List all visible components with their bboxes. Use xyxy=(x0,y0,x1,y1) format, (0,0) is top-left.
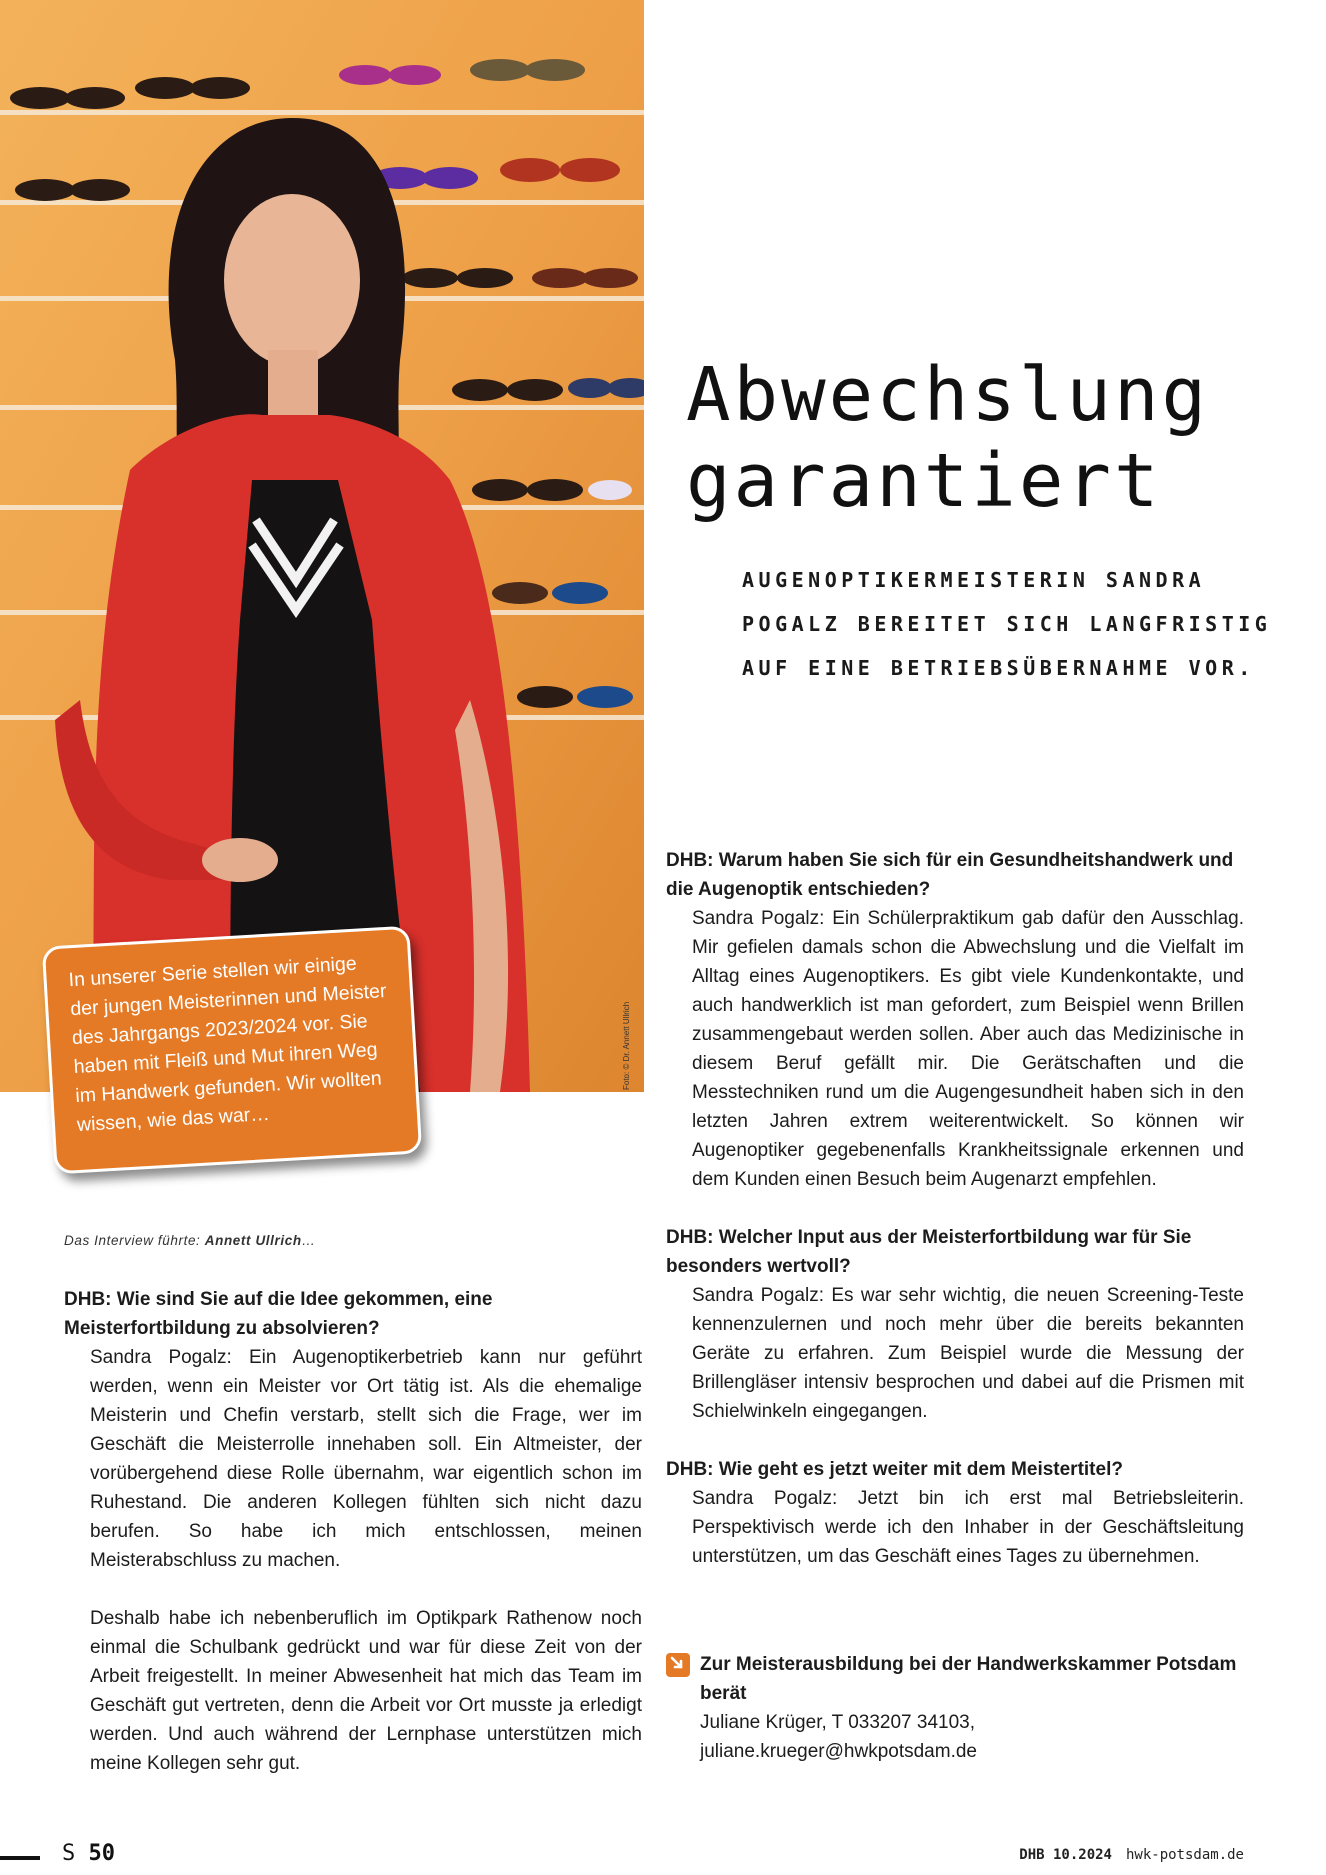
portrait-photo xyxy=(0,0,644,1092)
footer-rule xyxy=(0,1856,40,1860)
article-subtitle: AUGENOPTIKERMEISTERIN SANDRA POGALZ BEREITET SICH LANGFRISTIG AUF EINE BETRIEBSÜBERNAHME VOR. xyxy=(742,568,1272,680)
left-column xyxy=(64,1226,642,1807)
question-1: DHB: Wie sind Sie auf die Idee gekommen, eine Meisterfortbildung zu absolvieren? xyxy=(64,1289,493,1339)
footer-right xyxy=(1019,1847,1244,1863)
page-number xyxy=(62,1841,115,1866)
series-intro-text: In unserer Serie stellen wir einige der jungen Meisterinnen und Meister des Jahrgangs 2023/2024 vor. Sie haben mit Fleiß und Mut ihren Weg im Handwerk gefunden. Wir wollten wissen, wie das war… xyxy=(68,952,388,1137)
series-intro-box xyxy=(42,926,423,1175)
page-prefix: S xyxy=(62,1841,76,1866)
interview-credit-suffix: … xyxy=(301,1233,316,1248)
contact-email[interactable]: juliane.krueger@hwkpotsdam.de xyxy=(700,1741,977,1762)
issue-label: DHB 10.2024 xyxy=(1019,1847,1112,1863)
interview-credit-prefix: Das Interview führte: xyxy=(64,1233,205,1248)
contact-block xyxy=(666,1650,1266,1766)
title-line-1: Abwechslung xyxy=(686,352,1210,438)
arrow-icon xyxy=(666,1653,690,1677)
answer-3: Sandra Pogalz: Es war sehr wichtig, die neuen Screening-Teste kennenzulernen und noch mehr über die bereits bekannten Geräte zu erfahren. Zum Beispiel wurde die Messung der Brillengläser intensiv besprochen und dabei auf die Prismen mit Schielwinkeln eingegangen. xyxy=(692,1285,1244,1422)
question-2: DHB: Warum haben Sie sich für ein Gesundheitshandwerk und die Augenoptik entschieden? xyxy=(666,850,1234,900)
page-number-value: 50 xyxy=(88,1841,115,1866)
answer-1-continued: Deshalb habe ich nebenberuflich im Optikpark Rathenow noch einmal die Schulbank gedrückt und war für diese Zeit von der Arbeit freigestellt. In meiner Abwesenheit hat mich das Team im Geschäft gut vertreten, denn die Arbeit vor Ort musste ja erledigt werden. Und auch während der Lernphase unterstützen mich meine Kollegen sehr gut. xyxy=(90,1608,642,1774)
interview-credit-name: Annett Ullrich xyxy=(204,1233,302,1248)
contact-heading xyxy=(666,1650,1266,1708)
right-column xyxy=(666,846,1244,1600)
answer-2: Sandra Pogalz: Ein Schülerpraktikum gab dafür den Ausschlag. Mir gefielen damals schon die Abwechslung und die Vielfalt im Alltag eines Augenoptikers. Es gibt viele Kundenkontakte, und auch handwerklich ist man gefordert, zum Beispiel wenn Brillen zusammengebaut werden sollen. Aber auch das Medizinische in diesem Beruf gefällt mir. Die Gerätschaften und die Messtechniken rund um die Augengesundheit haben sich in den letzten Jahren extrem weiterentwickelt. So können wir Augenoptiker gegebenenfalls Krankheitssignale erkennen und dem Kunden einen Besuch beim Augenarzt empfehlen. xyxy=(692,908,1244,1190)
photo-credit: Foto: © Dr. Annett Ullrich xyxy=(622,1001,631,1090)
answer-1: Sandra Pogalz: Ein Augenoptikerbetrieb kann nur geführt werden, wenn ein Meister vor Ort tätig ist. Als die ehemalige Meisterin und Chefin verstarb, stellt sich die Frage, wer im Geschäft die Meisterrolle innehaben soll. Ein Altmeister, der vorübergehend diese Rolle übernahm, war eigentlich schon im Ruhestand. Die anderen Kollegen fühlten sich nicht dazu berufen. So habe ich mich entschlossen, meinen Meisterabschluss zu machen. xyxy=(90,1347,642,1571)
article-title xyxy=(686,352,1209,524)
website-link[interactable]: hwk-potsdam.de xyxy=(1125,1847,1244,1863)
question-3: DHB: Welcher Input aus der Meisterfortbildung war für Sie besonders wertvoll? xyxy=(666,1227,1192,1277)
contact-phone: Juliane Krüger, T 033207 34103, xyxy=(700,1712,976,1733)
title-line-2: garantiert xyxy=(686,438,1162,524)
question-4: DHB: Wie geht es jetzt weiter mit dem Meistertitel? xyxy=(666,1459,1123,1480)
interview-credit xyxy=(64,1226,642,1255)
answer-4: Sandra Pogalz: Jetzt bin ich erst mal Betriebsleiterin. Perspektivisch werde ich den Inhaber in der Geschäftsleitung unterstützen, um das Geschäft eines Tages zu übernehmen. xyxy=(692,1488,1244,1567)
portrait-illustration xyxy=(0,0,644,1092)
contact-heading-text: Zur Meisterausbildung bei der Handwerkskammer Potsdam berät xyxy=(700,1654,1237,1704)
